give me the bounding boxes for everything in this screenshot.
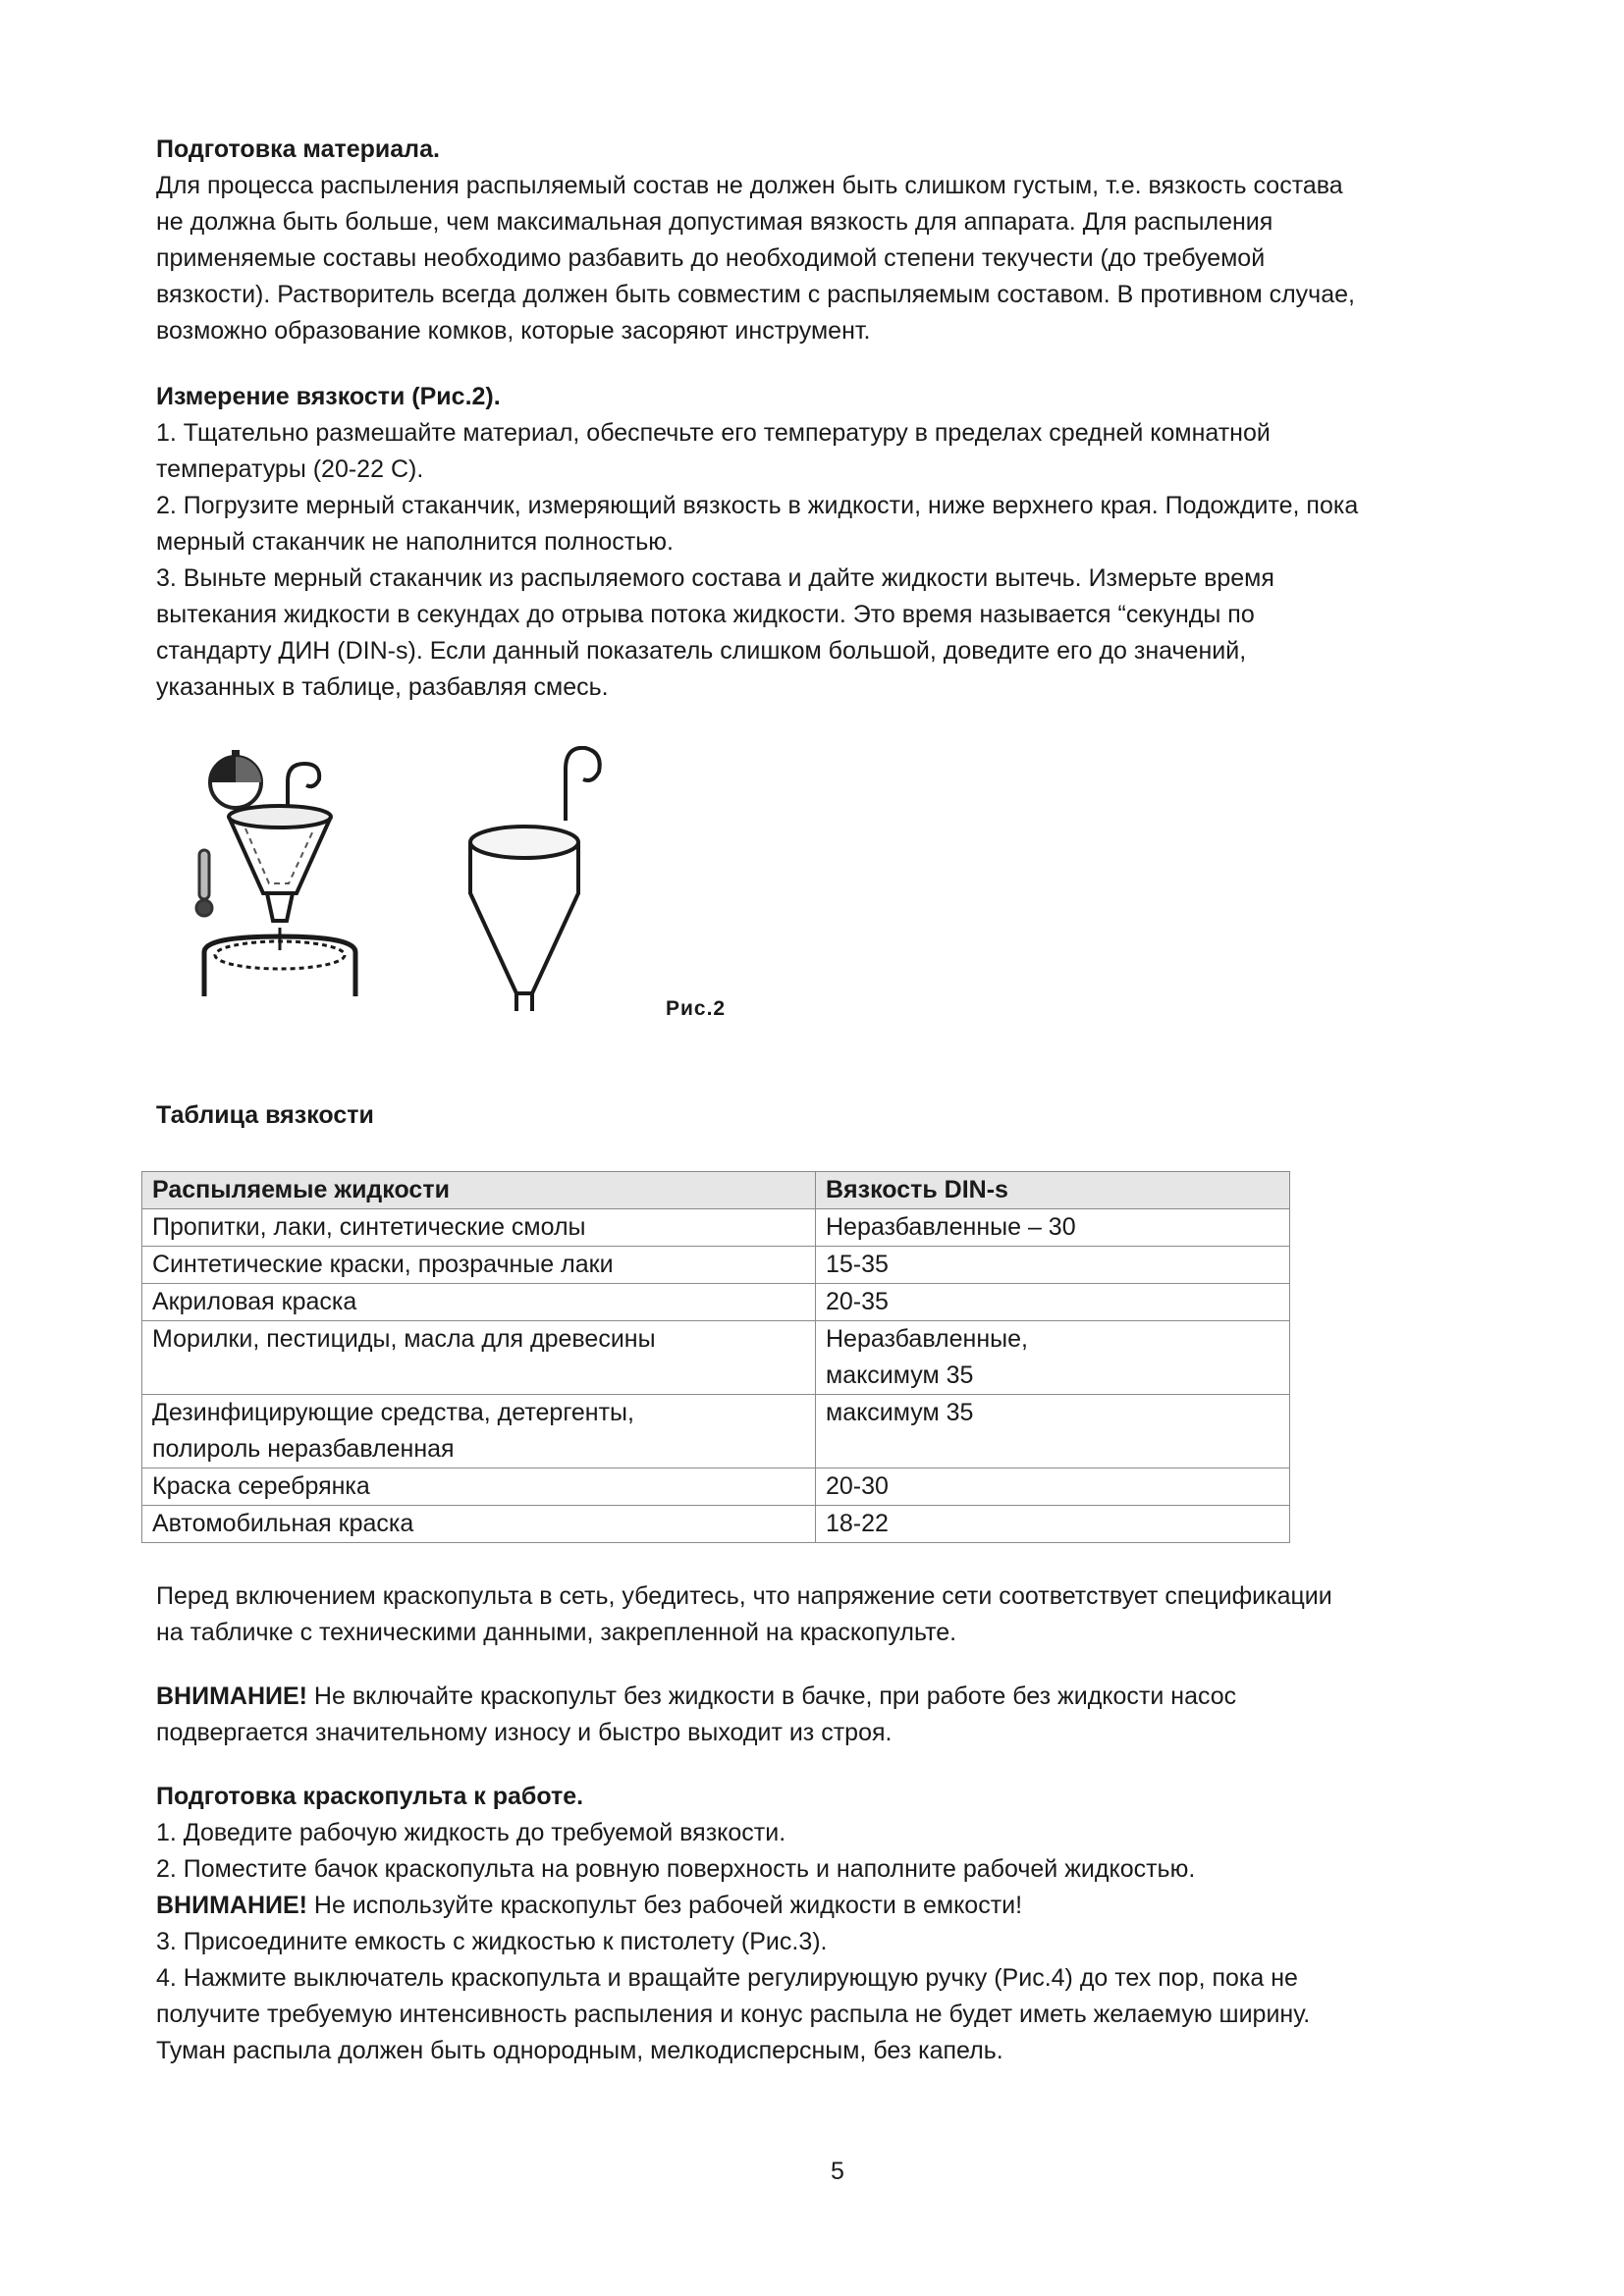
measuring-cup [470, 748, 600, 1011]
warning-text: Не включайте краскопульт без жидкости в бачке, при работе без жидкости насос [306, 1682, 1237, 1710]
prep-step: 3. Присоедините емкость с жидкостью к пистолету (Рис.3). [156, 1928, 828, 1955]
figure-caption: Рис.2 [666, 997, 727, 1020]
viscosity-line: 2. Погрузите мерный стаканчик, измеряющий вязкость в жидкости, ниже верхнего края. Подождите, пока [156, 492, 1359, 519]
prep-step: 2. Поместите бачок краскопульта на ровную поверхность и наполните рабочей жидкостью. [156, 1855, 1196, 1883]
column-header-viscosity: Вязкость DIN-s [816, 1172, 1290, 1209]
table-header-row [142, 1172, 1290, 1209]
viscosity-cup-illustration [187, 746, 756, 1041]
table-row [142, 1209, 1290, 1247]
viscosity-line: стандарту ДИН (DIN-s). Если данный показатель слишком большой, доведите его до значений, [156, 637, 1247, 665]
voltage-line: на табличке с техническими данными, закрепленной на краскопульте. [156, 1619, 957, 1646]
warning-line: подвергается значительному износу и быстро выходит из строя. [156, 1719, 893, 1746]
thermometer-icon [196, 850, 212, 916]
viscosity-line: температуры (20-22 С). [156, 455, 424, 483]
material-line: возможно образование комков, которые засоряют инструмент. [156, 317, 871, 345]
warning-line [156, 1679, 1511, 1715]
material-line: не должна быть больше, чем максимальная допустимая вязкость для аппарата. Для распыления [156, 208, 1273, 236]
cell-line: максимум 35 [826, 1362, 974, 1389]
prep-warning [156, 1888, 1511, 1924]
voltage-note [156, 1578, 1511, 1651]
viscosity-table [141, 1171, 1290, 1543]
prep-heading: Подготовка краскопульта к работе. [156, 1783, 584, 1810]
prep-step: 4. Нажмите выключатель краскопульта и вращайте регулирующую ручку (Рис.4) до тех пор, пока не [156, 1964, 1298, 1992]
liquid-cell: Краска серебрянка [142, 1468, 816, 1506]
viscosity-cell [816, 1395, 1290, 1468]
table-row [142, 1468, 1290, 1506]
material-heading: Подготовка материала. [156, 135, 440, 163]
prep-step: получите требуемую интенсивность распыления и конус распыла не будет иметь желаемую ширину. [156, 2001, 1311, 2028]
cell-line: Морилки, пестициды, масла для древесины [152, 1325, 656, 1353]
viscosity-line: мерный стаканчик не наполнится полностью. [156, 528, 674, 556]
viscosity-line: 1. Тщательно размешайте материал, обеспечьте его температуру в пределах средней комнатной [156, 419, 1271, 447]
warning-note [156, 1679, 1511, 1751]
liquid-cell [142, 1321, 816, 1395]
viscosity-cell: Неразбавленные – 30 [816, 1209, 1290, 1247]
material-line: вязкости). Растворитель всегда должен быть совместим с распыляемым составом. В противном случае, [156, 281, 1355, 308]
viscosity-cell: 15-35 [816, 1247, 1290, 1284]
viscosity-line: вытекания жидкости в секундах до отрыва потока жидкости. Это время называется “секунды по [156, 601, 1255, 628]
liquid-cell: Пропитки, лаки, синтетические смолы [142, 1209, 816, 1247]
viscosity-line: указанных в таблице, разбавляя смесь. [156, 673, 609, 701]
section-sprayer-preparation [156, 1779, 1511, 2069]
table-row [142, 1284, 1290, 1321]
prep-warning-text: Не используйте краскопульт без рабочей жидкости в емкости! [306, 1892, 1023, 1919]
warning-label: ВНИМАНИЕ! [156, 1682, 307, 1710]
voltage-line: Перед включением краскопульта в сеть, убедитесь, что напряжение сети соответствует спецификации [156, 1582, 1332, 1610]
viscosity-cell: 20-35 [816, 1284, 1290, 1321]
prep-warning-label: ВНИМАНИЕ! [156, 1892, 307, 1919]
page-number: 5 [831, 2158, 844, 2185]
column-header-liquids: Распыляемые жидкости [142, 1172, 816, 1209]
table-row [142, 1321, 1290, 1395]
viscosity-cell [816, 1321, 1290, 1395]
table-title: Таблица вязкости [156, 1101, 374, 1129]
stopwatch-icon [210, 750, 261, 808]
liquid-cell: Акриловая краска [142, 1284, 816, 1321]
cell-line: Дезинфицирующие средства, детергенты, [152, 1399, 634, 1426]
section-viscosity-measurement [156, 379, 1511, 706]
prep-step: Туман распыла должен быть однородным, мелкодисперсным, без капель. [156, 2037, 1003, 2064]
viscosity-cell: 20-30 [816, 1468, 1290, 1506]
viscosity-heading: Измерение вязкости (Рис.2). [156, 383, 501, 410]
cell-line: полироль неразбавленная [152, 1435, 455, 1463]
table-row [142, 1247, 1290, 1284]
cell-line: максимум 35 [826, 1399, 974, 1426]
prep-step: 1. Доведите рабочую жидкость до требуемой вязкости. [156, 1819, 786, 1846]
section-material-preparation [156, 132, 1511, 349]
liquid-cell: Автомобильная краска [142, 1506, 816, 1543]
table-row [142, 1506, 1290, 1543]
material-line: применяемые составы необходимо разбавить до необходимой степени текучести (до требуемой [156, 244, 1266, 272]
viscosity-cell: 18-22 [816, 1506, 1290, 1543]
material-line: Для процесса распыления распыляемый состав не должен быть слишком густым, т.е. вязкость состава [156, 172, 1343, 199]
liquid-cell [142, 1395, 816, 1468]
viscosity-line: 3. Выньте мерный стаканчик из распыляемого состава и дайте жидкости вытечь. Измерьте время [156, 564, 1274, 592]
table-row [142, 1395, 1290, 1468]
cell-line: Неразбавленные, [826, 1325, 1028, 1353]
liquid-cell: Синтетические краски, прозрачные лаки [142, 1247, 816, 1284]
